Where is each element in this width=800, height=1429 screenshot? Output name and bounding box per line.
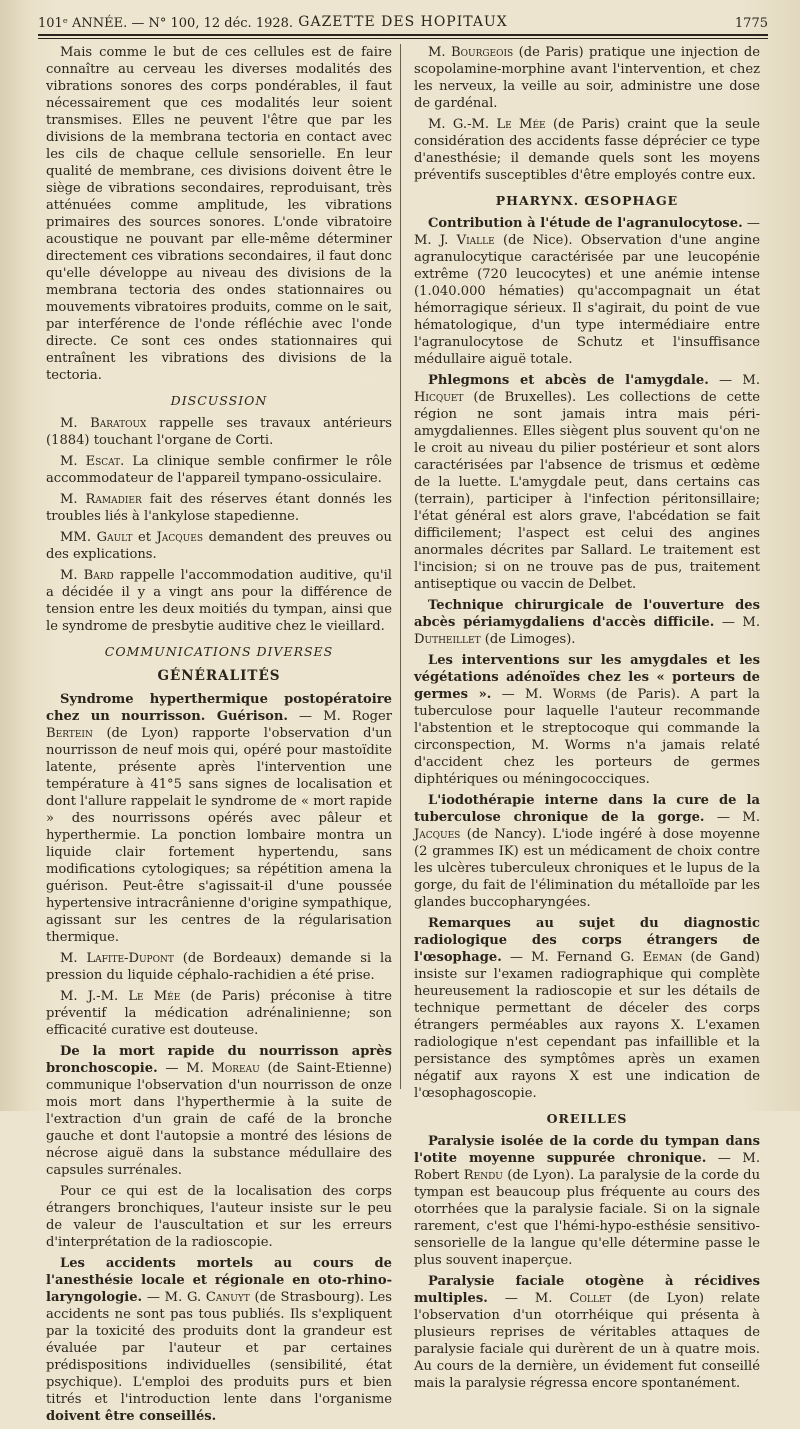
author-name: Vialle xyxy=(456,233,495,248)
article-title: Paralysie isolée de la corde du tympan dans l'otite moyenne suppurée chronique. xyxy=(414,1134,760,1166)
journal-title: GAZETTE DES HOPITAUX xyxy=(298,14,508,30)
author-name: Worms xyxy=(552,687,596,702)
article-interventions-amygdales: Les interventions sur les amygdales et les végétations adénoïdes chez les « porteurs de germes ». — M. Worms (de Paris). A part la tuberculose pour laquelle l'auteur recommande l'abstention et le streptocoque qui commande la circonspection, M. Worms n'a jamais relaté d'accident chez les porteurs de germes diphtériques ou méningococciques. xyxy=(414,653,760,787)
article-paralysie-corde: Paralysie isolée de la corde du tympan dans l'otite moyenne suppurée chronique. — M. Robert Rendu (de Lyon). La paralysie de la corde du tympan est beaucoup plus fréquente au cours des otorrhées que la paralysie faciale. Si on la signale rarement, c'est que l'hémi-hypo-esthésie sensitivo-sensorielle de la langue qu'elle détermine passe le plus souvent inaperçue. xyxy=(414,1134,760,1268)
paragraph-le-mee: M. J.-M. Le Mée (de Paris) préconise à titre préventif la médication adrénalinienne; son efficacité curative est douteuse. xyxy=(46,989,392,1038)
author-name: Le Mée xyxy=(496,117,546,132)
author-name: Le Mée xyxy=(128,989,181,1004)
author-name: Gault xyxy=(96,530,133,545)
paragraph-bourgeois: M. Bourgeois (de Paris) pratique une injection de scopolamine-morphine avant l'intervention, et chez les nerveux, la veille au soir, administre une dose de gardénal. xyxy=(414,45,761,111)
paragraph-le-mee-2: M. G.-M. Le Mée (de Paris) craint que la seule considération des accidents fasse déprécier ce type d'anesthésie; il demande quels sont les moyens préventifs susceptibles d'être employés contre eux. xyxy=(414,117,760,183)
article-title: Contribution à l'étude de l'agranulocytose. xyxy=(428,216,743,231)
article-technique-chirurgicale: Technique chirurgicale de l'ouverture des abcès périamygdaliens d'accès difficile. — M. Dutheillet (de Limoges). xyxy=(414,598,760,647)
author-name: M. Baratoux xyxy=(60,416,147,431)
author-name: M. Bard xyxy=(60,568,114,583)
article-title: Les accidents mortels au cours de l'anesthésie locale et régionale en oto-rhino-laryngologie. xyxy=(46,1256,392,1305)
column-divider xyxy=(400,44,401,1089)
page-number: 1775 xyxy=(734,16,768,31)
paragraph-discussion-4: MM. Gault et Jacques demandent des preuves ou des explications. xyxy=(46,530,392,562)
section-title-communications: COMMUNICATIONS DIVERSES xyxy=(104,644,334,659)
article-title: Remarques au sujet du diagnostic radiologique des corps étrangers de l'œsophage. xyxy=(414,916,760,965)
article-title: Technique chirurgicale de l'ouverture des abcès périamygdaliens d'accès difficile. xyxy=(414,598,760,630)
article-hyperthermique: Syndrome hyperthermique postopératoire chez un nourrisson. Guérison. — M. Roger Bertein (de Lyon) rapporte l'observation d'un nourrisson de neuf mois qui, opéré pour mastoïdite latente, présente après l'intervention une température à 41°5 sans signes de localisation et dont l'allure rappelait le syndrome de « mort rapide » des nourrissons opérés avec pâleur et hyperthermie. La ponction lombaire montra un liquide clair fortement hypertendu, sans modifications cytologiques; sa répétition amena la guérison. Peut-être s'agissait-il d'une poussée hypertensive intracrânienne d'origine sympathique, agissant sur les centres de la régularisation thermique. xyxy=(46,692,392,945)
paragraph-discussion-3: M. Ramadier fait des réserves étant donnés les troubles liés à l'ankylose stapedienne. xyxy=(46,492,392,524)
paragraph-discussion-5: M. Bard rappelle l'accommodation auditive, qu'il a décidée il y a vingt ans pour la différence de tension entre les deux moitiés du tympan, ainsi que le syndrome de presbytie auditive chez le vieillard. xyxy=(46,568,392,634)
article-diagnostic-radiologique: Remarques au sujet du diagnostic radiologique des corps étrangers de l'œsophage. — M. Fernand G. Eeman (de Gand) insiste sur l'examen radiographique qui complète heureusement la radioscopie et sur les détails de technique permettant de déceler des corps étrangers perméables aux rayons X. L'examen radiologique n'est cependant pas infaillible et la persistance des symptômes après un examen négatif aux rayons X est une indication de l'œsophagoscopie. xyxy=(414,916,760,1101)
section-title-oreilles: OREILLES xyxy=(546,1111,628,1126)
article-agranulocytose: Contribution à l'étude de l'agranulocytose. — M. J. Vialle (de Nice). Observation d'une angine agranulocytique caractérisée par une leucopénie extrême (720 leucocytes) et une anémie intense (1.040.000 hématies) qu'accompagnait un état hémorragique sérieux. Il s'agirait, du point de vue hématologique, d'un type intermédiaire entre l'agranulocytose de Schutz et l'insuffisance médullaire aiguë totale. xyxy=(414,216,760,367)
paragraph-lafite-dupont: M. Lafite-Dupont (de Bordeaux) demande si la pression du liquide céphalo-rachidien a été prise. xyxy=(46,951,392,983)
article-title: Paralysie faciale otogène à récidives multiples. xyxy=(414,1274,760,1306)
header-rule-thin xyxy=(38,38,768,39)
article-accidents-mortels: Les accidents mortels au cours de l'anesthésie locale et régionale en oto-rhino-laryngologie. — M. G. Canuyt (de Strasbourg). Les accidents ne sont pas tous publiés. Ils s'expliquent par la toxicité des produits dont la grandeur est évaluée par l'auteur et par certaines prédispositions individuelles (sensibilité, état psychique). L'emploi des produits purs et bien titrés et l'introduction lente dans l'organisme doivent être conseillés. xyxy=(46,1256,392,1424)
author-name: Bourgeois xyxy=(451,45,514,60)
issue-info: 101ᵉ ANNÉE. — N° 100, 12 déc. 1928. xyxy=(38,16,294,31)
author-name: Collet xyxy=(569,1291,612,1306)
author-name: Lafite-Dupont xyxy=(86,951,174,966)
paragraph-localisation: Pour ce qui est de la localisation des corps étrangers bronchiques, l'auteur insiste sur le peu de valeur de l'auscultation et sur les erreurs d'interprétation de la radioscopie. xyxy=(46,1184,392,1250)
article-title: Phlegmons et abcès de l'amygdale. xyxy=(428,373,709,388)
page-header xyxy=(38,12,768,34)
section-title-pharynx: PHARYNX. ŒSOPHAGE xyxy=(495,193,679,208)
left-column xyxy=(46,44,392,1429)
article-paralysie-faciale: Paralysie faciale otogène à récidives multiples. — M. Collet (de Lyon) relate l'observation d'un otorrhéique qui présenta à plusieurs reprises de véritables attaques de paralysie faciale qui durèrent de un à quatre mois. Au cours de la dernière, un évidement fut conseillé mais la paralysie régressa encore spontanément. xyxy=(414,1274,761,1391)
header-rule-thick xyxy=(38,34,768,36)
article-title: Syndrome hyperthermique postopératoire chez un nourrisson. Guérison. xyxy=(46,692,392,724)
article-mort-rapide: De la mort rapide du nourrisson après bronchoscopie. — M. Moreau (de Saint-Etienne) communique l'observation d'un nourrisson de onze mois mort dans l'hyperthermie à la suite de l'extraction d'un grain de café de la bronche gauche et dont l'autopsie a montré des lésions de nécrose aiguë dans la substance médullaire des capsules surrénales. xyxy=(46,1044,392,1178)
author-name: Rendu xyxy=(463,1168,503,1183)
author-name: Jacques xyxy=(156,530,204,545)
article-title: L'iodothérapie interne dans la cure de la tuberculose chronique de la gorge. xyxy=(414,793,760,825)
author-name: M. Escat. xyxy=(60,454,125,469)
section-title-discussion: DISCUSSION xyxy=(170,393,268,408)
right-column xyxy=(414,44,760,1396)
author-name: Bertein xyxy=(46,726,93,741)
section-title-generalites: GÉNÉRALITÉS xyxy=(157,668,281,684)
paragraph-discussion-1: M. Baratoux rappelle ses travaux antérieurs (1884) touchant l'organe de Corti. xyxy=(46,416,393,448)
author-name: Jacques xyxy=(414,827,461,842)
article-title: De la mort rapide du nourrisson après bronchoscopie. xyxy=(46,1044,392,1076)
author-name: Hicquet xyxy=(414,390,464,405)
paragraph-discussion-2: M. Escat. La clinique semble confirmer le rôle accommodateur de l'appareil tympano-ossiculaire. xyxy=(46,454,393,486)
author-name: Canuyt xyxy=(205,1290,250,1305)
article-phlegmons: Phlegmons et abcès de l'amygdale. — M. Hicquet (de Bruxelles). Les collections de cette région ne sont jamais intra mais péri-amygdaliennes. Elles siègent plus souvent qu'on ne le croit au niveau du pilier postérieur et sont alors caractérisées par l'absence de trismus et œdème de la luette. L'amygdale peut, dans certains cas (terrain), participer à l'infection péritonsillaire; l'état général est alors grave, l'abcédation se fait difficilement; l'aspect est celui des angines anormales décrites par Sallard. Le traitement est l'incision; si on ne trouve pas de pus, traitement antiseptique ou vaccin de Delbet. xyxy=(414,373,760,592)
author-name: Moreau xyxy=(211,1061,260,1076)
article-iodotherapie: L'iodothérapie interne dans la cure de la tuberculose chronique de la gorge. — M. Jacques (de Nancy). L'iode ingéré à dose moyenne (2 grammes IK) est un médicament de choix contre les ulcères tuberculeux chroniques et le lupus de la gorge, du fait de l'élimination du métalloïde par les glandes buccopharyngées. xyxy=(414,793,760,910)
author-name: M. Ramadier xyxy=(60,492,142,507)
article-title: Les interventions sur les amygdales et les végétations adénoïdes chez les « porteurs de germes ». xyxy=(414,653,760,702)
paragraph-intro: Mais comme le but de ces cellules est de faire connaître au cerveau les diverses modalités des vibrations sonores des corps pondérables, il faut nécessairement que ces modalités leur soient transmises. Elles ne peuvent l'être que par les divisions de la membrana tectoria en contact avec les cils de chaque cellule sensorielle. En leur qualité de membrane, ces divisions doivent être le siège de vibrations secondaires, reproduisant, très atténuées comme amplitude, les vibrations primaires des sources sonores. L'onde vibratoire acoustique ne pouvant par elle-même déterminer directement ces vibrations secondaires, il faut donc qu'elle développe au niveau des divisions de la membrana tectoria des ondes stationnaires ou mouvements vibratoires produits, comme on le sait, par interférence de l'onde réfléchie avec l'onde directe. Ce sont ces ondes stationnaires qui entraînent les vibrations des divisions de la tectoria. xyxy=(46,45,392,383)
author-name: Dutheillet xyxy=(414,632,481,647)
author-name: Eeman xyxy=(642,950,683,965)
